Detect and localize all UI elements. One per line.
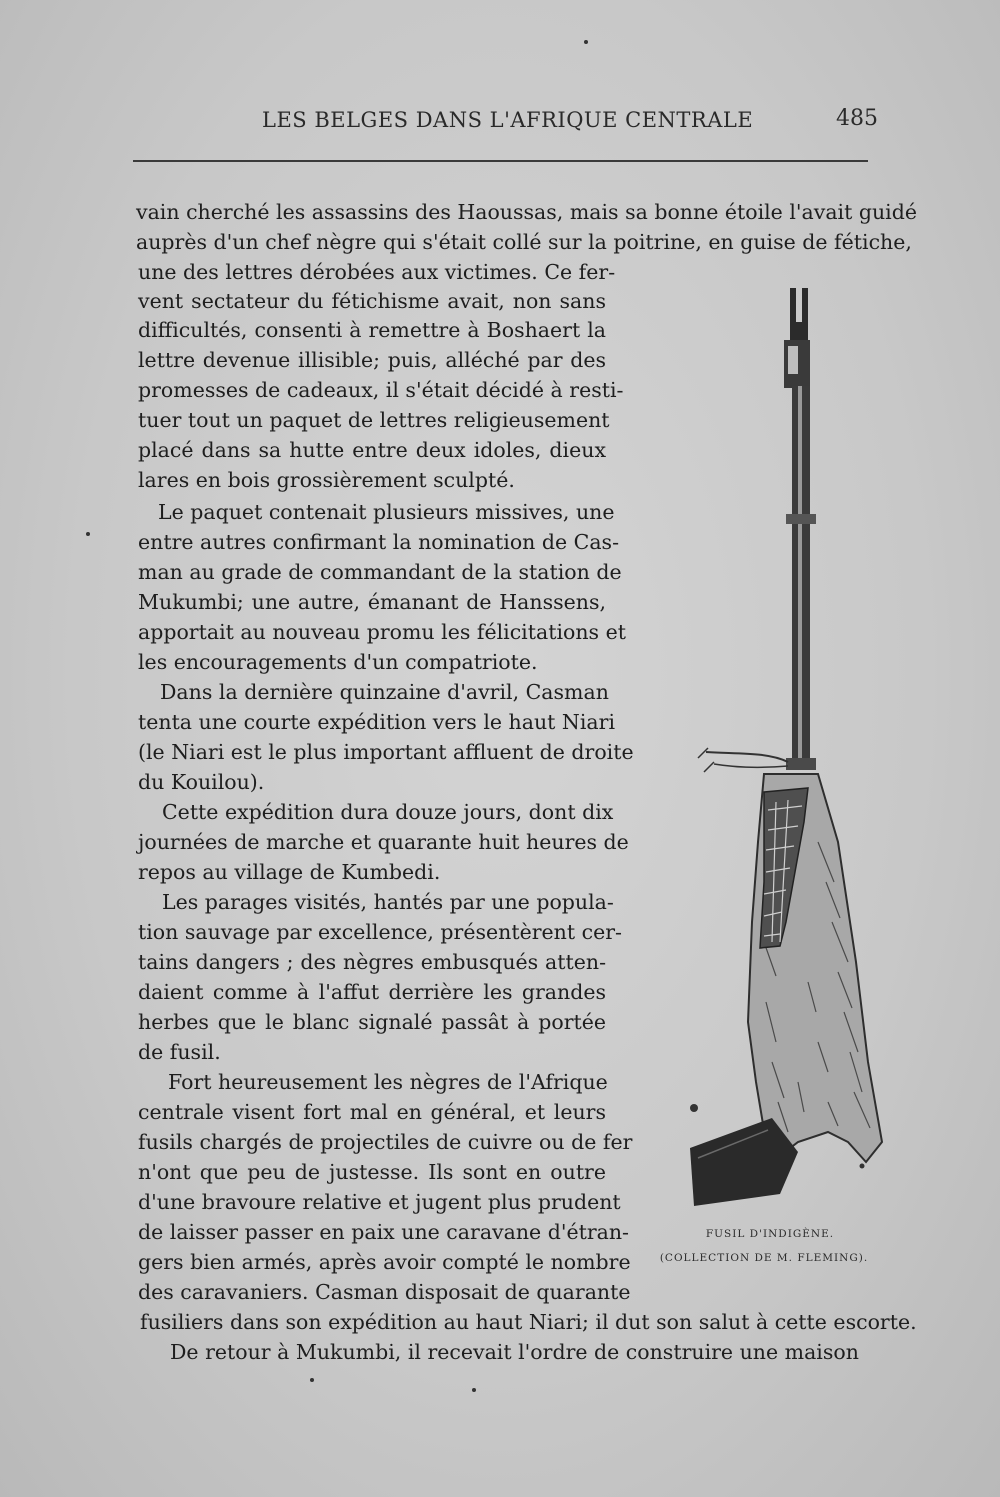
text-line: apportait au nouveau promu les félicitations et	[138, 620, 626, 644]
text-line: auprès d'un chef nègre qui s'était collé sur la poitrine, en guise de fétiche,	[136, 230, 912, 254]
scan-speck	[472, 1388, 476, 1392]
text-line: Mukumbi; une autre, émanant de Hanssens,	[138, 590, 606, 614]
text-line: Fort heureusement les nègres de l'Afrique	[168, 1070, 608, 1094]
text-line: herbes que le blanc signalé passât à portée	[138, 1010, 606, 1034]
text-line: man au grade de commandant de la station de	[138, 560, 622, 584]
text-line: d'une bravoure relative et jugent plus prudent	[138, 1190, 621, 1214]
figure-caption: FUSIL D'INDIGÈNE.	[705, 1228, 835, 1240]
scan-speck	[584, 40, 588, 44]
text-line: tion sauvage par excellence, présentèrent cer-	[138, 920, 622, 944]
text-line: placé dans sa hutte entre deux idoles, dieux	[138, 438, 606, 462]
text-line: (le Niari est le plus important affluent de droite	[138, 740, 634, 764]
text-line: Cette expédition dura douze jours, dont dix	[162, 800, 614, 824]
text-line: entre autres confirmant la nomination de Cas-	[138, 530, 620, 554]
text-line: de laisser passer en paix une caravane d'étran-	[138, 1220, 629, 1244]
text-line: des caravaniers. Casman disposait de quarante	[138, 1280, 631, 1304]
scan-speck	[86, 532, 90, 536]
text-line: daient comme à l'affut derrière les grandes	[138, 980, 606, 1004]
text-line: journées de marche et quarante huit heures de	[138, 830, 629, 854]
text-line: difficultés, consenti à remettre à Boshaert la	[138, 318, 606, 342]
rifle-illustration	[668, 282, 898, 1212]
text-line: Les parages visités, hantés par une popula-	[162, 890, 614, 914]
text-line: vent sectateur du fétichisme avait, non sans	[138, 289, 606, 313]
text-line: lares en bois grossièrement sculpté.	[138, 468, 515, 492]
text-line: n'ont que peu de justesse. Ils sont en outre	[138, 1160, 606, 1184]
text-line: tuer tout un paquet de lettres religieusement	[138, 408, 610, 432]
text-line: repos au village de Kumbedi.	[138, 860, 441, 884]
text-line: tenta une courte expédition vers le haut Niari	[138, 710, 616, 734]
text-line: centrale visent fort mal en général, et leurs	[138, 1100, 606, 1124]
running-title: LES BELGES DANS L'AFRIQUE CENTRALE	[262, 108, 754, 132]
text-line: Le paquet contenait plusieurs missives, une	[158, 500, 615, 524]
text-line: une des lettres dérobées aux victimes. Ce fer-	[138, 260, 616, 284]
text-line: fusiliers dans son expédition au haut Niari; il dut son salut à cette escorte.	[140, 1310, 917, 1334]
text-line: les encouragements d'un compatriote.	[138, 650, 538, 674]
text-line: Dans la dernière quinzaine d'avril, Casman	[160, 680, 609, 704]
text-line: gers bien armés, après avoir compté le nombre	[138, 1250, 631, 1274]
scan-speck	[310, 1378, 314, 1382]
text-line: lettre devenue illisible; puis, alléché par des	[138, 348, 606, 372]
text-line: de fusil.	[138, 1040, 221, 1064]
header-rule	[133, 160, 868, 162]
text-line: De retour à Mukumbi, il recevait l'ordre de construire une maison	[170, 1340, 859, 1364]
page-number: 485	[836, 106, 878, 131]
text-line: vain cherché les assassins des Haoussas, mais sa bonne étoile l'avait guidé	[136, 200, 917, 224]
text-line: du Kouilou).	[138, 770, 265, 794]
text-line: fusils chargés de projectiles de cuivre ou de fer	[138, 1130, 633, 1154]
text-line: promesses de cadeaux, il s'était décidé à resti-	[138, 378, 624, 402]
text-line: tains dangers ; des nègres embusqués atten-	[138, 950, 606, 974]
figure-credit: (COLLECTION DE M. FLEMING).	[659, 1252, 869, 1264]
